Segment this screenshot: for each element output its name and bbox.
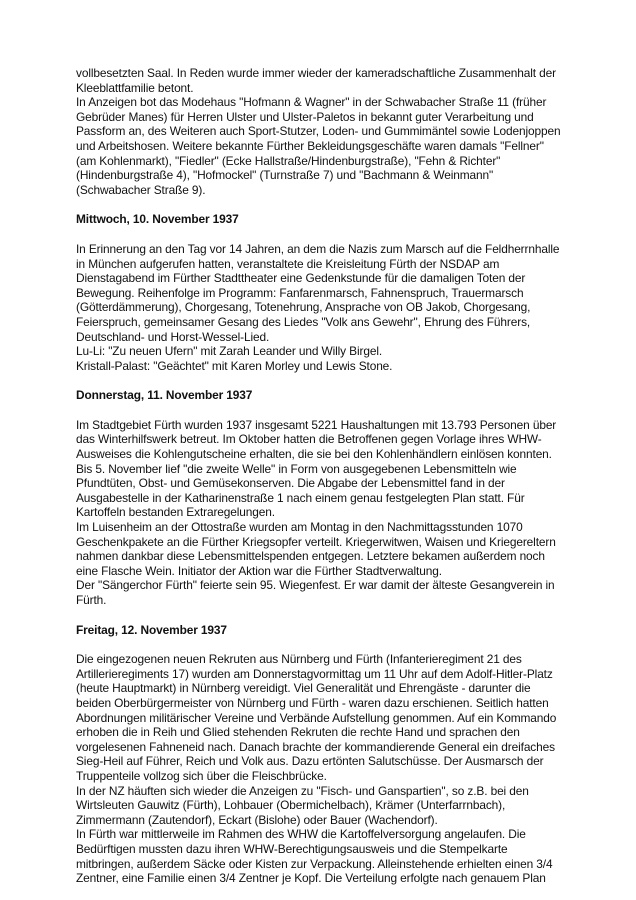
paragraph: In Fürth war mittlerweile im Rahmen des WHW die Kartoffelversorgung angelaufen. Die Bedürftigen mussten dazu ihren WHW-Berechtigungsausweis und die Stempelkarte mitbringen, außerdem Säcke oder Kisten zur Verpackung. Alleinstehende erhielten einen 3/4 Zentner, eine Familie einen 3/4 Zentner je Kopf. Die Verteilung erfolgte nach genauem Plan — [76, 827, 553, 886]
date-heading: Mittwoch, 10. November 1937 — [76, 212, 239, 227]
paragraph: vollbesetzten Saal. In Reden wurde immer wieder der kameradschaftliche Zusammenhalt der Kleeblattfamilie betont. — [76, 66, 556, 95]
section-body — [76, 418, 564, 608]
paragraph: In der NZ häuften sich wieder die Anzeigen zu "Fisch- und Ganspartien", so z.B. bei den Wirtsleuten Gauwitz (Fürth), Lohbauer (Obermichelbach), Krämer (Unterfarrnbach), Zimmermann (Zautendorf), Eckart (Bislohe) oder Bauer (Wachendorf). — [76, 783, 529, 827]
paragraph: Der "Sängerchor Fürth" feierte sein 95. Wiegenfest. Er war damit der älteste Gesangverein in Fürth. — [76, 578, 555, 607]
section-body — [76, 242, 564, 373]
paragraph: Kristall-Palast: "Geächtet" mit Karen Morley und Lewis Stone. — [76, 358, 393, 373]
date-heading: Freitag, 12. November 1937 — [76, 622, 227, 637]
paragraph: Im Stadtgebiet Fürth wurden 1937 insgesamt 5221 Haushaltungen mit 13.793 Personen über das Winterhilfswerk betreut. Im Oktober hatten die Betroffenen gegen Vorlage ihres WHW-Ausweises die Kohlengutscheine erhalten, die sie bei den Kohlenhändlern einlösen konnten. Bis 5. November lief "die zweite Welle" in Form von ausgegebenen Lebensmitteln wie Pfundtüten, Obst- und Gemüsekonserven. Die Abgabe der Lebensmittel fand in der Ausgabestelle in der Katharinenstraße 1 nach einem genau festgelegten Plan statt. Für Kartoffeln bestanden Extraregelungen. — [76, 417, 557, 520]
section-body — [76, 652, 564, 886]
document-page — [76, 66, 564, 886]
intro-section — [76, 66, 564, 197]
date-heading: Donnerstag, 11. November 1937 — [76, 388, 253, 403]
paragraph: Im Luisenheim an der Ottostraße wurden am Montag in den Nachmittagsstunden 1070 Geschenkpakete an die Fürther Kriegsopfer verteilt. Kriegerwitwen, Waisen und Kriegereltern nahmen dankbar diese Lebensmittelspenden entgegen. Letztere bekamen außerdem noch eine Flasche Wein. Initiator der Aktion war die Fürther Stadtverwaltung. — [76, 520, 556, 578]
paragraph: Die eingezogenen neuen Rekruten aus Nürnberg und Fürth (Infanterieregiment 21 des Artillerieregiments 17) wurden am Donnerstagvormittag um 11 Uhr auf dem Adolf-Hitler-Platz (heute Hauptmarkt) in Nürnberg vereidigt. Viel Generalität und Ehrengäste - darunter die beiden Oberbürgermeister von Nürnberg und Fürth - waren dazu erschienen. Seitlich hatten Abordnungen militärischer Vereine und Verbände Aufstellung genommen. Auf ein Kommando erhoben die in Reih und Glied stehenden Rekruten die rechte Hand und sprachen den vorgelesenen Fahneneid nach. Danach brachte der kommandierende General ein dreifaches Sieg-Heil auf Führer, Reich und Volk aus. Dazu ertönten Salutschüsse. Der Ausmarsch der Truppenteile vollzog sich über die Fleischbrücke. — [76, 652, 557, 783]
paragraph: In Anzeigen bot das Modehaus "Hofmann & Wagner" in der Schwabacher Straße 11 (früher Gebrüder Manes) für Herren Ulster und Ulster-Paletos in bekannt guter Verarbeitung und Passform an, des Weiteren auch Sport-Stutzer, Loden- und Gummimäntel sowie Lodenjoppen und Arbeitshosen. Weitere bekannte Fürther Bekleidungsgeschäfte waren damals "Fellner" (am Kohlenmarkt), "Fiedler" (Ecke Hallstraße/Hindenburgstraße), "Fehn & Richter" (Hindenburgstraße 4), "Hofmockel" (Turnstraße 7) und "Bachmann & Weinmann" (Schwabacher Straße 9). — [76, 95, 561, 197]
paragraph: Lu-Li: "Zu neuen Ufern" mit Zarah Leander und Willy Birgel. — [76, 344, 383, 359]
paragraph: In Erinnerung an den Tag vor 14 Jahren, an dem die Nazis zum Marsch auf die Feldherrnhalle in München aufgerufen hatten, veranstaltete die Kreisleitung Fürth der NSDAP am Dienstagabend im Fürther Stadttheater eine Gedenkstunde für die damaligen Toten der Bewegung. Reihenfolge im Programm: Fanfarenmarsch, Fahnenspruch, Trauermarsch (Götterdämmerung), Chorgesang, Totenehrung, Ansprache von OB Jakob, Chorgesang, Feierspruch, gemeinsamer Gesang des Liedes "Volk ans Gewehr", Ehrung des Führers, Deutschland- und Horst-Wessel-Lied. — [76, 241, 560, 344]
